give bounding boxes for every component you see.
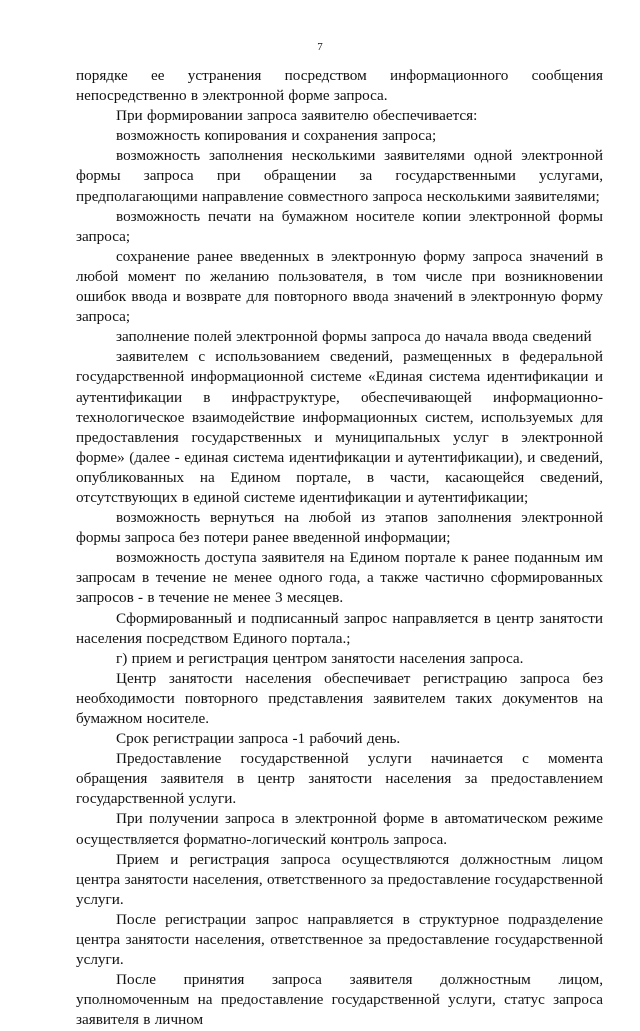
- paragraph: После регистрации запрос направляется в структурное подразделение центра занятости населения, ответственное за предоставление государственной услуги.: [76, 910, 603, 969]
- paragraph: После принятия запроса заявителя должностным лицом, уполномоченным на предоставление государственной услуги, статус запроса заявителя в личном: [76, 971, 603, 1029]
- paragraph: заполнение полей электронной формы запроса до начала ввода сведений: [116, 328, 592, 346]
- paragraph: возможность печати на бумажном носителе копии электронной формы запроса;: [76, 207, 603, 245]
- paragraph: При получении запроса в электронной форме в автоматическом режиме осуществляется форматно-логический контроль запроса.: [76, 810, 603, 848]
- paragraph: возможность копирования и сохранения запроса;: [116, 127, 437, 145]
- paragraph: возможность заполнения несколькими заявителями одной электронной формы запроса при обращении за государственными услугами, предполагающими направление совместного запроса несколькими заявителями;: [76, 147, 603, 205]
- paragraph: заявителем с использованием сведений, размещенных в федеральной государственной информационной системе «Единая система идентификации и аутентификации в инфраструктуре, обеспечивающей информационно-технологическое взаимодействие информационных систем, используемых для предоставления государственных и муниципальных услуг в электронной форме» (далее - единая система идентификации и аутентификации), и сведений, опубликованных на Едином портале, в части, касающейся сведений, отсутствующих в единой системе идентификации и аутентификации;: [76, 348, 603, 506]
- paragraph: г) прием и регистрация центром занятости населения запроса.: [116, 649, 524, 667]
- paragraph: сохранение ранее введенных в электронную форму запроса значений в любой момент по желанию пользователя, в том числе при возникновении ошибок ввода и возврате для повторного ввода значений в электронную форму запроса;: [76, 247, 603, 326]
- paragraph: возможность вернуться на любой из этапов заполнения электронной формы запроса без потери ранее введенной информации;: [76, 509, 603, 547]
- document-body: [76, 66, 603, 1031]
- paragraph: При формировании запроса заявителю обеспечивается:: [116, 107, 478, 125]
- page-number: 7: [317, 41, 323, 53]
- paragraph: Сформированный и подписанный запрос направляется в центр занятости населения посредством Единого портала.;: [76, 609, 603, 647]
- paragraph: порядке ее устранения посредством информационного сообщения непосредственно в электронной форме запроса.: [76, 67, 603, 105]
- paragraph: Центр занятости населения обеспечивает регистрацию запроса без необходимости повторного представления заявителем таких документов на бумажном носителе.: [76, 669, 603, 727]
- paragraph: Срок регистрации запроса -1 рабочий день.: [116, 730, 401, 748]
- paragraph: Прием и регистрация запроса осуществляются должностным лицом центра занятости населения, ответственного за предоставление государственной услуги.: [76, 850, 603, 908]
- paragraph: Предоставление государственной услуги начинается с момента обращения заявителя в центр занятости населения за предоставлением государственной услуги.: [76, 750, 603, 808]
- paragraph: возможность доступа заявителя на Едином портале к ранее поданным им запросам в течение не менее одного года, а также частично сформированных запросов - в течение не менее 3 месяцев.: [76, 549, 603, 607]
